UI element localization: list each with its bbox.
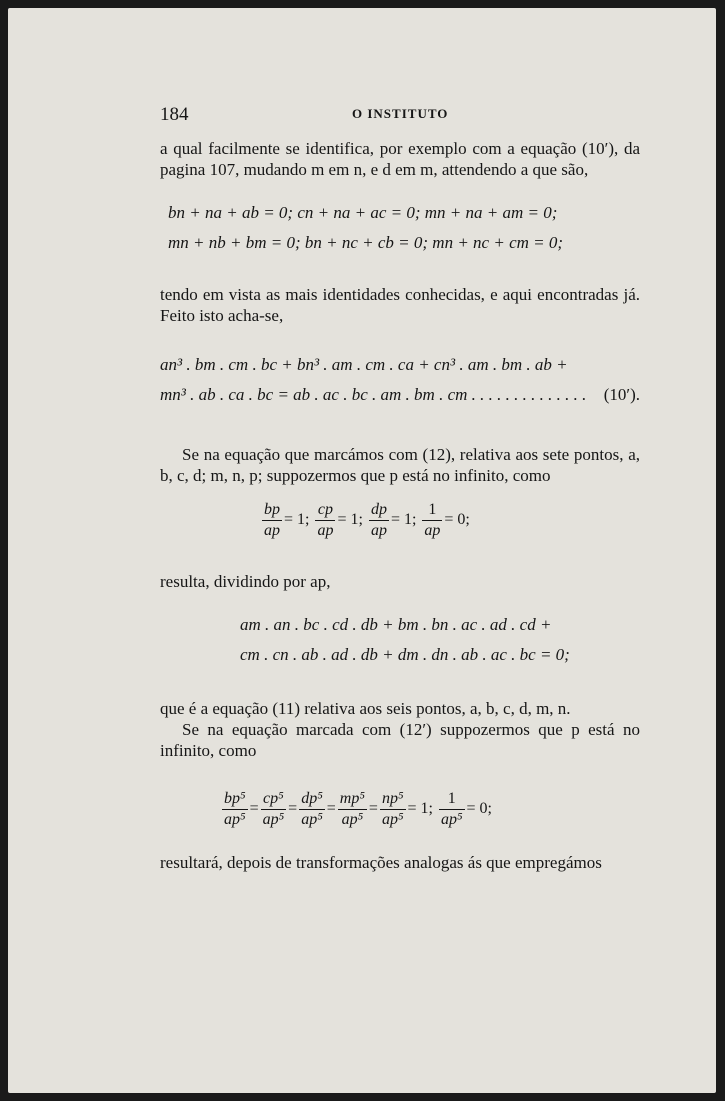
page-content xyxy=(160,104,640,873)
fraction-numerator: np⁵ xyxy=(380,789,406,810)
fraction-denominator: ap⁵ xyxy=(381,811,404,828)
equation-tail: = 1; xyxy=(407,800,433,818)
paragraph-6: Se na equação marcada com (12′) suppozermos que p está no infinito, como xyxy=(160,720,640,760)
fraction-rhs: = 1; xyxy=(337,511,363,529)
equation-tail: = 0; xyxy=(466,800,492,818)
fraction-numerator: 1 xyxy=(422,500,442,521)
fraction-numerator: dp xyxy=(369,500,389,521)
equation-label: (10′). xyxy=(603,385,640,404)
equation-text: mn³ . ab . ca . bc = ab . ac . bc . am . bm . cm . . . . . . . . . . . . . . xyxy=(160,385,587,404)
equation-line xyxy=(160,380,640,410)
equation-block-2 xyxy=(160,350,640,410)
fraction xyxy=(262,500,282,541)
fraction-denominator: ap⁵ xyxy=(262,811,285,828)
paragraph-1: a qual facilmente se identifica, por exemplo com a equação (10′), da pagina 107, mudando m em n, e d em m, attendendo a que são, xyxy=(160,139,640,179)
fraction-denominator: ap xyxy=(317,522,334,539)
equation-line: mn + nb + bm = 0; bn + nc + cb = 0; mn + nc + cm = 0; xyxy=(168,233,564,252)
equation-block-5: $\frac{\text{bp⁵}}{\text{ap⁵}}$ = $\frac{\text{cp⁵}}{\text{ap⁵}}$ = $\frac{\text{dp⁵}}{\text{ap⁵}}$ = $\frac{\text{mp⁵}}{\text{ap⁵}}$ = $\frac{\text{np⁵}}{\text{ap⁵}}$ = 1; $\frac{1}{\text{ap⁵}}$ = 0; xyxy=(224,790,492,828)
paragraph-3: Se na equação que marcámos com (12), relativa aos sete pontos, a, b, c, d; m, n, p; suppozermos que p está no infinito, como xyxy=(160,445,640,485)
fraction-denominator: ap xyxy=(370,522,387,539)
page-number: 184 xyxy=(160,104,189,125)
fraction-numerator: 1 xyxy=(439,789,465,810)
equation-line: cm . cn . ab . ad . db + dm . dn . ab . ac . bc = 0; xyxy=(240,645,570,664)
equation-block-4 xyxy=(240,610,640,670)
fraction-numerator: mp⁵ xyxy=(338,789,367,810)
fraction xyxy=(261,789,287,830)
running-title: O INSTITUTO xyxy=(352,106,449,121)
paragraph-5: que é a equação (11) relativa aos seis pontos, a, b, c, d, m, n. xyxy=(160,699,571,718)
fraction-denominator: ap⁵ xyxy=(440,811,463,828)
fraction-denominator: ap⁵ xyxy=(341,811,364,828)
fraction-rhs: = 0; xyxy=(444,511,470,529)
fraction-denominator: ap xyxy=(264,522,280,539)
page-header xyxy=(160,104,640,128)
paragraph-7: resultará, depois de transformações analogas ás que empregámos xyxy=(160,853,602,872)
fraction-rhs: = 1; xyxy=(390,511,417,529)
equation-block-1 xyxy=(168,198,640,258)
fraction-numerator: bp xyxy=(262,500,282,521)
fraction xyxy=(222,789,248,830)
equation-block-3 xyxy=(260,500,640,541)
paragraph-2: tendo em vista as mais identidades conhecidas, e aqui encontradas já. Feito isto acha-se, xyxy=(160,285,640,325)
fraction-numerator: cp⁵ xyxy=(261,789,287,810)
fraction-denominator: ap⁵ xyxy=(301,811,323,828)
book-page xyxy=(8,8,716,1093)
fraction xyxy=(299,789,325,830)
paragraph-4: resulta, dividindo por ap, xyxy=(160,572,331,591)
fraction xyxy=(369,500,389,541)
equation-line: am . an . bc . cd . db + bm . bn . ac . ad . cd + xyxy=(240,615,552,634)
fraction-numerator: bp⁵ xyxy=(222,789,248,810)
fraction-numerator: cp xyxy=(315,500,335,521)
fraction-denominator: ap⁵ xyxy=(224,811,246,828)
equation-line: an³ . bm . cm . bc + bn³ . am . cm . ca + cn³ . am . bm . ab + xyxy=(160,355,568,374)
fraction-denominator: ap xyxy=(424,522,441,539)
equation-line: bn + na + ab = 0; cn + na + ac = 0; mn + na + am = 0; xyxy=(168,203,558,222)
fraction xyxy=(439,789,465,830)
fraction xyxy=(338,789,367,830)
fraction xyxy=(422,500,442,541)
fraction-rhs: = 1; xyxy=(284,511,310,529)
fraction xyxy=(315,500,335,541)
fraction-numerator: dp⁵ xyxy=(299,789,325,810)
fraction xyxy=(380,789,406,830)
